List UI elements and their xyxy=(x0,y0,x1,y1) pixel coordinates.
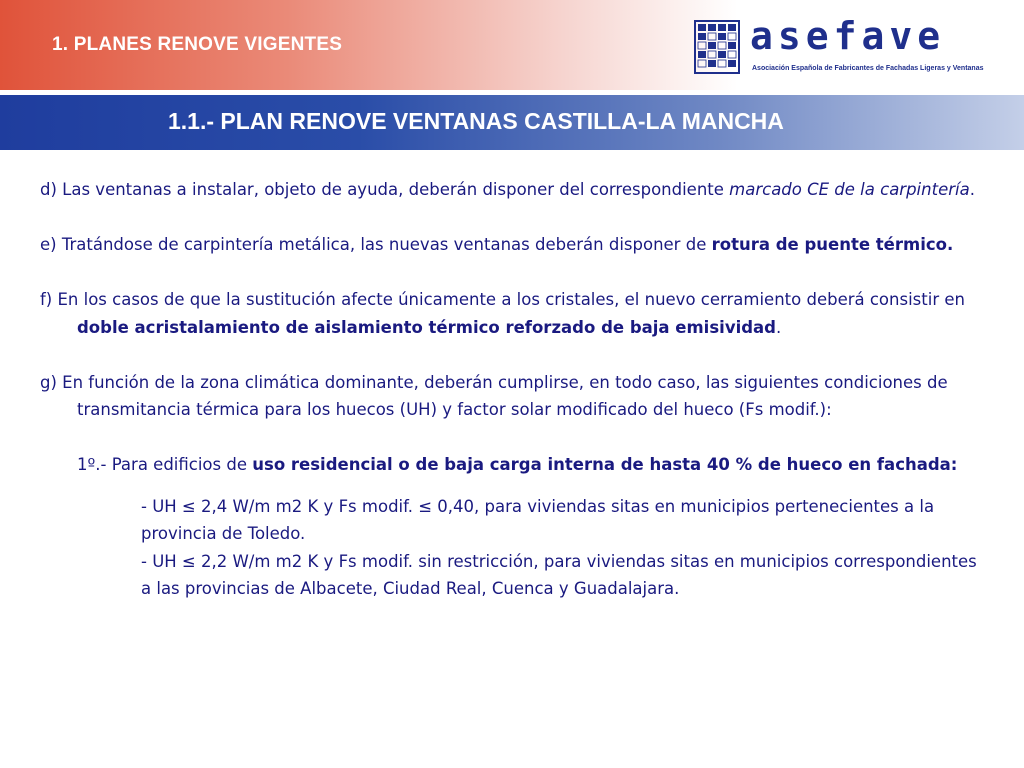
section-title: 1. PLANES RENOVE VIGENTES xyxy=(52,34,343,55)
paragraph-e xyxy=(40,231,990,259)
paragraph-d-italic: marcado CE de la carpintería xyxy=(729,180,970,199)
paragraph-g-text: g) En función de la zona climática dominante, deberán cumplirse, en todo caso, las siguientes condiciones de transmitancia térmica para los huecos (UH) y factor solar modificado del hueco (Fs modif.): xyxy=(40,372,948,419)
paragraph-g1-bold: uso residencial o de baja carga interna de hasta 40 % de hueco en fachada: xyxy=(252,455,958,474)
criteria-item-toledo: - UH ≤ 2,4 W/m m2 K y Fs modif. ≤ 0,40, para viviendas sitas en municipios pertenecientes a la provincia de Toledo. xyxy=(141,496,935,543)
paragraph-e-bold: rotura de puente térmico. xyxy=(711,235,954,254)
paragraph-d xyxy=(40,176,990,204)
slide-title: 1.1.- PLAN RENOVE VENTANAS CASTILLA-LA MANCHA xyxy=(168,108,784,134)
paragraph-f-bold: doble acristalamiento de aislamiento térmico reforzado de baja emisividad xyxy=(77,317,776,337)
paragraph-e-text: e) Tratándose de carpintería metálica, las nuevas ventanas deberán disponer de xyxy=(40,235,712,254)
slide-body xyxy=(40,176,990,603)
paragraph-f-text: f) En los casos de que la sustitución afecte únicamente a los cristales, el nuevo cerramiento deberá consistir en xyxy=(40,290,965,309)
paragraph-d-text: d) Las ventanas a instalar, objeto de ayuda, deberán disponer del correspondiente xyxy=(40,180,730,199)
logo-grid-icon xyxy=(694,20,740,74)
paragraph-d-end: . xyxy=(969,180,975,199)
logo-subtitle: Asociación Española de Fabricantes de Fachadas Ligeras y Ventanas xyxy=(752,65,984,72)
paragraph-f xyxy=(40,286,990,341)
asefave-logo xyxy=(694,14,1006,78)
paragraph-g xyxy=(40,369,990,424)
logo-wordmark: asefave xyxy=(750,14,946,58)
criteria-list xyxy=(40,493,990,603)
criteria-item-other-provinces: - UH ≤ 2,2 W/m m2 K y Fs modif. sin restricción, para viviendas sitas en municipios correspondientes a las provincias de Albacete, Ciudad Real, Cuenca y Guadalajara. xyxy=(141,551,977,598)
paragraph-g1 xyxy=(77,451,990,479)
paragraph-f-end: . xyxy=(776,317,782,337)
paragraph-g1-text: 1º.- Para edificios de xyxy=(77,455,253,474)
